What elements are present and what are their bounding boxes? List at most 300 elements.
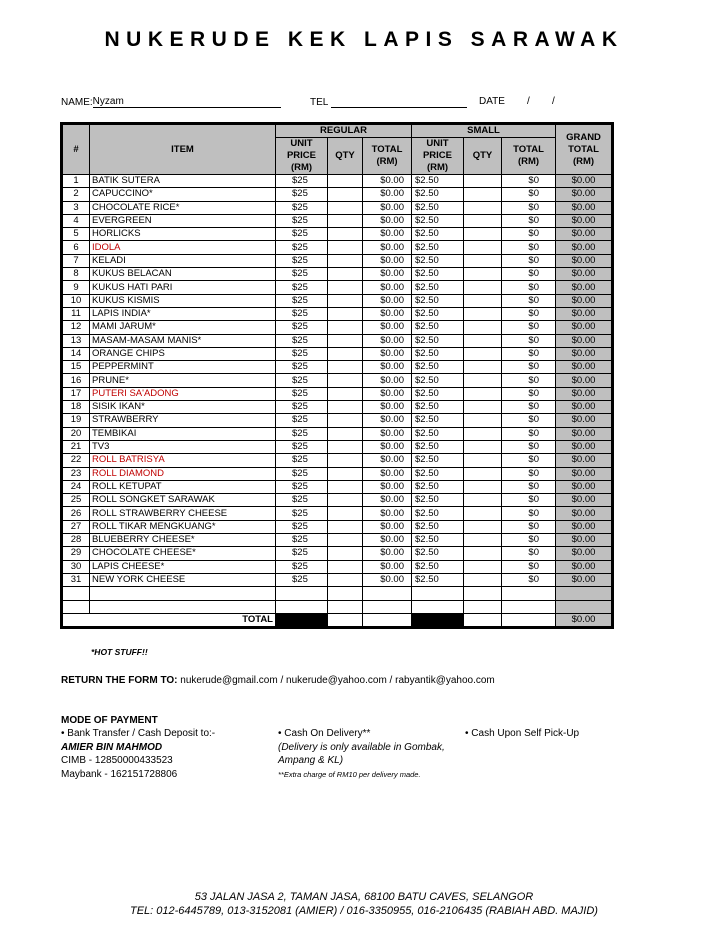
table-row: [62, 440, 613, 453]
row-grand-total: $0.00: [556, 175, 613, 188]
row-regular-total: $0.00: [363, 228, 412, 241]
row-small-price: $2.50: [412, 175, 464, 188]
row-small-total: $0: [502, 547, 556, 560]
row-regular-price: $25: [276, 467, 328, 480]
table-row: [62, 228, 613, 241]
date-label: DATE: [479, 96, 505, 107]
row-regular-price: $25: [276, 573, 328, 586]
row-number: 16: [62, 374, 90, 387]
row-grand-total: $0.00: [556, 401, 613, 414]
row-small-qty[interactable]: [464, 201, 502, 214]
row-small-qty[interactable]: [464, 254, 502, 267]
row-item: PUTERI SA'ADONG: [90, 387, 276, 400]
table-row: [62, 387, 613, 400]
row-small-qty[interactable]: [464, 188, 502, 201]
row-small-qty[interactable]: [464, 507, 502, 520]
table-row: [62, 507, 613, 520]
row-small-qty[interactable]: [464, 281, 502, 294]
row-regular-price: $25: [276, 201, 328, 214]
self-pickup-option: • Cash Upon Self Pick-Up: [465, 728, 580, 740]
row-regular-price: $25: [276, 401, 328, 414]
row-item: STRAWBERRY: [90, 414, 276, 427]
date-separator-2: /: [552, 96, 555, 107]
table-row-empty: [62, 587, 613, 600]
row-item: ROLL STRAWBERRY CHEESE: [90, 507, 276, 520]
row-number: 12: [62, 321, 90, 334]
row-small-price: $2.50: [412, 214, 464, 227]
row-grand-total: $0.00: [556, 201, 613, 214]
table-header: [62, 124, 613, 175]
row-item: CHOCOLATE CHEESE*: [90, 547, 276, 560]
payment-pickup-column: [465, 727, 579, 740]
table-row: [62, 188, 613, 201]
row-grand-total: $0.00: [556, 334, 613, 347]
row-regular-total: $0.00: [363, 494, 412, 507]
row-small-total: $0: [502, 201, 556, 214]
total-label: TOTAL: [62, 613, 276, 627]
row-item: CHOCOLATE RICE*: [90, 201, 276, 214]
header-item: ITEM: [90, 124, 276, 175]
return-emails[interactable]: nukerude@gmail.com / nukerude@yahoo.com / rabyantik@yahoo.com: [177, 675, 495, 686]
row-regular-qty[interactable]: [328, 361, 363, 374]
row-small-qty[interactable]: [464, 294, 502, 307]
row-item: ROLL DIAMOND: [90, 467, 276, 480]
row-regular-total: $0.00: [363, 414, 412, 427]
row-small-price: $2.50: [412, 573, 464, 586]
bank-transfer-option: • Bank Transfer / Cash Deposit to:-: [61, 728, 216, 740]
row-number: 19: [62, 414, 90, 427]
row-small-qty[interactable]: [464, 307, 502, 320]
row-regular-total: $0.00: [363, 467, 412, 480]
row-regular-qty[interactable]: [328, 507, 363, 520]
row-small-total: $0: [502, 374, 556, 387]
row-small-qty[interactable]: [464, 520, 502, 533]
row-small-total: $0: [502, 214, 556, 227]
row-small-total: $0: [502, 268, 556, 281]
row-number: 1: [62, 175, 90, 188]
row-number: 11: [62, 307, 90, 320]
row-regular-qty[interactable]: [328, 547, 363, 560]
row-small-qty[interactable]: [464, 534, 502, 547]
row-small-price: $2.50: [412, 321, 464, 334]
row-grand-total: $0.00: [556, 414, 613, 427]
row-item: BATIK SUTERA: [90, 175, 276, 188]
table-row: [62, 175, 613, 188]
row-grand-total: $0.00: [556, 454, 613, 467]
row-grand-total: $0.00: [556, 347, 613, 360]
row-small-price: $2.50: [412, 480, 464, 493]
row-number: 6: [62, 241, 90, 254]
row-small-qty[interactable]: [464, 268, 502, 281]
row-grand-total: $0.00: [556, 547, 613, 560]
row-regular-price: $25: [276, 414, 328, 427]
table-row: [62, 374, 613, 387]
row-small-qty[interactable]: [464, 374, 502, 387]
row-number: 26: [62, 507, 90, 520]
row-grand-total: $0.00: [556, 254, 613, 267]
row-small-total: $0: [502, 361, 556, 374]
row-regular-price: $25: [276, 188, 328, 201]
row-regular-qty[interactable]: [328, 387, 363, 400]
row-number: 22: [62, 454, 90, 467]
row-small-price: $2.50: [412, 520, 464, 533]
row-regular-qty[interactable]: [328, 573, 363, 586]
row-regular-price: $25: [276, 560, 328, 573]
row-regular-qty[interactable]: [328, 427, 363, 440]
total-regular-price-blank: [276, 613, 328, 627]
row-regular-total: $0.00: [363, 507, 412, 520]
header-regular: REGULAR: [276, 124, 412, 138]
row-item: NEW YORK CHEESE: [90, 573, 276, 586]
row-regular-price: $25: [276, 374, 328, 387]
row-small-qty[interactable]: [464, 560, 502, 573]
row-small-qty[interactable]: [464, 228, 502, 241]
row-small-total: $0: [502, 480, 556, 493]
row-small-qty[interactable]: [464, 175, 502, 188]
row-regular-total: $0.00: [363, 214, 412, 227]
row-regular-total: $0.00: [363, 307, 412, 320]
row-regular-total: $0.00: [363, 347, 412, 360]
row-small-price: $2.50: [412, 347, 464, 360]
footer: [0, 890, 728, 918]
row-small-qty[interactable]: [464, 334, 502, 347]
header-small-unit-price: UNIT PRICE (RM): [412, 138, 464, 175]
cod-note-2: Ampang & KL): [278, 755, 344, 767]
row-regular-qty[interactable]: [328, 281, 363, 294]
row-regular-price: $25: [276, 494, 328, 507]
row-item: IDOLA: [90, 241, 276, 254]
row-regular-qty[interactable]: [328, 534, 363, 547]
row-number: 28: [62, 534, 90, 547]
row-grand-total: $0.00: [556, 480, 613, 493]
row-small-price: $2.50: [412, 334, 464, 347]
row-regular-qty[interactable]: [328, 201, 363, 214]
table-row: [62, 294, 613, 307]
table-row: [62, 241, 613, 254]
row-item: EVERGREEN: [90, 214, 276, 227]
row-regular-total: $0.00: [363, 294, 412, 307]
row-regular-total: $0.00: [363, 547, 412, 560]
row-regular-qty[interactable]: [328, 454, 363, 467]
row-number: 7: [62, 254, 90, 267]
row-regular-price: $25: [276, 520, 328, 533]
row-grand-total: $0.00: [556, 467, 613, 480]
row-small-price: $2.50: [412, 307, 464, 320]
row-small-price: $2.50: [412, 560, 464, 573]
row-small-price: $2.50: [412, 454, 464, 467]
row-small-total: $0: [502, 560, 556, 573]
header-regular-total: TOTAL (RM): [363, 138, 412, 175]
row-regular-qty[interactable]: [328, 374, 363, 387]
row-regular-qty[interactable]: [328, 307, 363, 320]
row-number: 20: [62, 427, 90, 440]
row-regular-total: $0.00: [363, 281, 412, 294]
row-grand-total: $0.00: [556, 228, 613, 241]
row-small-price: $2.50: [412, 494, 464, 507]
row-small-qty[interactable]: [464, 414, 502, 427]
row-item: PEPPERMINT: [90, 361, 276, 374]
page-title: NUKERUDE KEK LAPIS SARAWAK: [104, 28, 624, 51]
row-number: 14: [62, 347, 90, 360]
row-regular-qty[interactable]: [328, 241, 363, 254]
row-regular-qty[interactable]: [328, 560, 363, 573]
table-row: [62, 573, 613, 586]
row-small-qty[interactable]: [464, 387, 502, 400]
row-small-total: $0: [502, 281, 556, 294]
row-item: ROLL TIKAR MENGKUANG*: [90, 520, 276, 533]
table-row: [62, 560, 613, 573]
row-grand-total: $0.00: [556, 387, 613, 400]
row-item: CAPUCCINO*: [90, 188, 276, 201]
row-regular-price: $25: [276, 440, 328, 453]
table-row: [62, 321, 613, 334]
row-number: 23: [62, 467, 90, 480]
name-value: Nyzam: [93, 96, 281, 108]
row-small-price: $2.50: [412, 254, 464, 267]
row-small-total: $0: [502, 414, 556, 427]
row-item: ROLL BATRISYA: [90, 454, 276, 467]
row-regular-price: $25: [276, 228, 328, 241]
row-small-price: $2.50: [412, 188, 464, 201]
row-regular-qty[interactable]: [328, 214, 363, 227]
row-small-total: $0: [502, 254, 556, 267]
row-regular-total: $0.00: [363, 321, 412, 334]
tel-field[interactable]: [310, 96, 467, 108]
row-regular-price: $25: [276, 241, 328, 254]
row-item: PRUNE*: [90, 374, 276, 387]
maybank-account: Maybank - 162151728806: [61, 768, 178, 780]
row-regular-price: $25: [276, 347, 328, 360]
row-regular-price: $25: [276, 268, 328, 281]
row-regular-total: $0.00: [363, 401, 412, 414]
row-regular-price: $25: [276, 547, 328, 560]
row-item: KELADI: [90, 254, 276, 267]
row-grand-total: $0.00: [556, 307, 613, 320]
row-small-total: $0: [502, 334, 556, 347]
table-row: [62, 467, 613, 480]
row-regular-qty[interactable]: [328, 440, 363, 453]
row-small-qty[interactable]: [464, 214, 502, 227]
date-separator-1: /: [527, 96, 530, 107]
row-regular-price: $25: [276, 427, 328, 440]
header-small-total: TOTAL (RM): [502, 138, 556, 175]
row-regular-price: $25: [276, 334, 328, 347]
row-grand-total: $0.00: [556, 507, 613, 520]
row-small-qty[interactable]: [464, 494, 502, 507]
row-regular-price: $25: [276, 254, 328, 267]
row-regular-price: $25: [276, 214, 328, 227]
header-grand-total: GRAND TOTAL (RM): [556, 124, 613, 175]
row-small-qty[interactable]: [464, 454, 502, 467]
total-small-total: [502, 613, 556, 627]
row-item: ROLL SONGKET SARAWAK: [90, 494, 276, 507]
total-regular-qty: [328, 613, 363, 627]
table-row: [62, 454, 613, 467]
row-regular-price: $25: [276, 281, 328, 294]
row-regular-qty[interactable]: [328, 467, 363, 480]
row-regular-total: $0.00: [363, 201, 412, 214]
row-number: 8: [62, 268, 90, 281]
footer-address: 53 JALAN JASA 2, TAMAN JASA, 68100 BATU CAVES, SELANGOR: [194, 891, 534, 903]
row-regular-qty[interactable]: [328, 494, 363, 507]
row-small-qty[interactable]: [464, 547, 502, 560]
row-regular-price: $25: [276, 507, 328, 520]
return-form-line: [61, 675, 495, 686]
row-small-price: $2.50: [412, 387, 464, 400]
row-item: TEMBIKAI: [90, 427, 276, 440]
table-row: [62, 201, 613, 214]
row-small-price: $2.50: [412, 401, 464, 414]
row-grand-total: $0.00: [556, 321, 613, 334]
row-regular-price: $25: [276, 534, 328, 547]
row-small-price: $2.50: [412, 268, 464, 281]
row-item: HORLICKS: [90, 228, 276, 241]
row-small-price: $2.50: [412, 201, 464, 214]
row-small-total: $0: [502, 520, 556, 533]
row-regular-total: $0.00: [363, 254, 412, 267]
row-small-price: $2.50: [412, 534, 464, 547]
row-small-total: $0: [502, 321, 556, 334]
row-small-qty[interactable]: [464, 361, 502, 374]
table-row: [62, 427, 613, 440]
table-row: [62, 414, 613, 427]
row-grand-total: $0.00: [556, 494, 613, 507]
row-regular-total: $0.00: [363, 241, 412, 254]
row-small-total: $0: [502, 467, 556, 480]
cod-option: • Cash On Delivery**: [278, 728, 371, 740]
row-grand-total: $0.00: [556, 188, 613, 201]
row-small-total: $0: [502, 307, 556, 320]
row-regular-qty[interactable]: [328, 480, 363, 493]
table-row: [62, 307, 613, 320]
row-small-qty[interactable]: [464, 321, 502, 334]
order-table: [60, 122, 614, 629]
row-grand-total: $0.00: [556, 520, 613, 533]
row-number: 2: [62, 188, 90, 201]
row-regular-qty[interactable]: [328, 347, 363, 360]
row-small-price: $2.50: [412, 294, 464, 307]
row-regular-total: $0.00: [363, 480, 412, 493]
row-item: BLUEBERRY CHEESE*: [90, 534, 276, 547]
row-regular-total: $0.00: [363, 334, 412, 347]
row-regular-qty[interactable]: [328, 175, 363, 188]
name-label: NAME:: [61, 97, 93, 108]
row-small-total: $0: [502, 294, 556, 307]
row-small-total: $0: [502, 573, 556, 586]
row-number: 31: [62, 573, 90, 586]
row-small-total: $0: [502, 494, 556, 507]
table-row: [62, 401, 613, 414]
table-row: [62, 520, 613, 533]
payment-heading: MODE OF PAYMENT: [61, 715, 158, 726]
row-regular-total: $0.00: [363, 427, 412, 440]
row-regular-qty[interactable]: [328, 520, 363, 533]
row-small-total: $0: [502, 347, 556, 360]
row-regular-qty[interactable]: [328, 228, 363, 241]
row-item: KUKUS BELACAN: [90, 268, 276, 281]
footer-tel: TEL: 012-6445789, 013-3152081 (AMIER) / 016-3350955, 016-2106435 (RABIAH ABD. MAJID): [130, 905, 598, 917]
row-small-qty[interactable]: [464, 347, 502, 360]
row-small-qty[interactable]: [464, 241, 502, 254]
row-regular-qty[interactable]: [328, 188, 363, 201]
name-field[interactable]: [61, 96, 281, 108]
row-regular-price: $25: [276, 387, 328, 400]
row-regular-price: $25: [276, 175, 328, 188]
row-number: 29: [62, 547, 90, 560]
table-row: [62, 281, 613, 294]
table-body: [62, 175, 613, 587]
cod-note-1: (Delivery is only available in Gombak,: [278, 741, 445, 753]
row-small-total: $0: [502, 175, 556, 188]
row-number: 3: [62, 201, 90, 214]
row-item: ORANGE CHIPS: [90, 347, 276, 360]
row-grand-total: $0.00: [556, 214, 613, 227]
row-small-price: $2.50: [412, 440, 464, 453]
row-small-total: $0: [502, 387, 556, 400]
row-small-qty[interactable]: [464, 467, 502, 480]
row-number: 13: [62, 334, 90, 347]
row-regular-qty[interactable]: [328, 321, 363, 334]
row-grand-total: $0.00: [556, 427, 613, 440]
row-number: 24: [62, 480, 90, 493]
row-small-total: $0: [502, 507, 556, 520]
table-row: [62, 480, 613, 493]
row-small-qty[interactable]: [464, 480, 502, 493]
payment-bank-column: [61, 714, 215, 781]
row-regular-qty[interactable]: [328, 254, 363, 267]
row-number: 25: [62, 494, 90, 507]
account-name: AMIER BIN MAHMOD: [61, 741, 163, 753]
table-row: [62, 361, 613, 374]
row-grand-total: $0.00: [556, 374, 613, 387]
row-item: ROLL KETUPAT: [90, 480, 276, 493]
row-grand-total: $0.00: [556, 268, 613, 281]
row-small-qty[interactable]: [464, 401, 502, 414]
row-number: 17: [62, 387, 90, 400]
row-regular-total: $0.00: [363, 440, 412, 453]
table-row: [62, 534, 613, 547]
row-small-total: $0: [502, 241, 556, 254]
row-regular-qty[interactable]: [328, 294, 363, 307]
row-small-qty[interactable]: [464, 427, 502, 440]
total-regular-total: [363, 613, 412, 627]
row-regular-qty[interactable]: [328, 414, 363, 427]
table-footer: [62, 587, 613, 628]
table-row: [62, 254, 613, 267]
row-small-total: $0: [502, 534, 556, 547]
row-item: LAPIS INDIA*: [90, 307, 276, 320]
row-regular-total: $0.00: [363, 560, 412, 573]
row-small-total: $0: [502, 454, 556, 467]
row-regular-qty[interactable]: [328, 401, 363, 414]
row-number: 4: [62, 214, 90, 227]
header-number: #: [62, 124, 90, 175]
hot-stuff-note: *HOT STUFF!!: [91, 647, 148, 657]
row-small-price: $2.50: [412, 547, 464, 560]
row-regular-qty[interactable]: [328, 268, 363, 281]
row-regular-price: $25: [276, 480, 328, 493]
header-small: SMALL: [412, 124, 556, 138]
row-small-qty[interactable]: [464, 573, 502, 586]
date-field[interactable]: [479, 96, 505, 107]
return-label: RETURN THE FORM TO:: [61, 675, 178, 686]
row-small-qty[interactable]: [464, 440, 502, 453]
row-grand-total: $0.00: [556, 294, 613, 307]
header-regular-unit-price: UNIT PRICE (RM): [276, 138, 328, 175]
row-regular-qty[interactable]: [328, 334, 363, 347]
row-regular-price: $25: [276, 321, 328, 334]
row-small-total: $0: [502, 401, 556, 414]
